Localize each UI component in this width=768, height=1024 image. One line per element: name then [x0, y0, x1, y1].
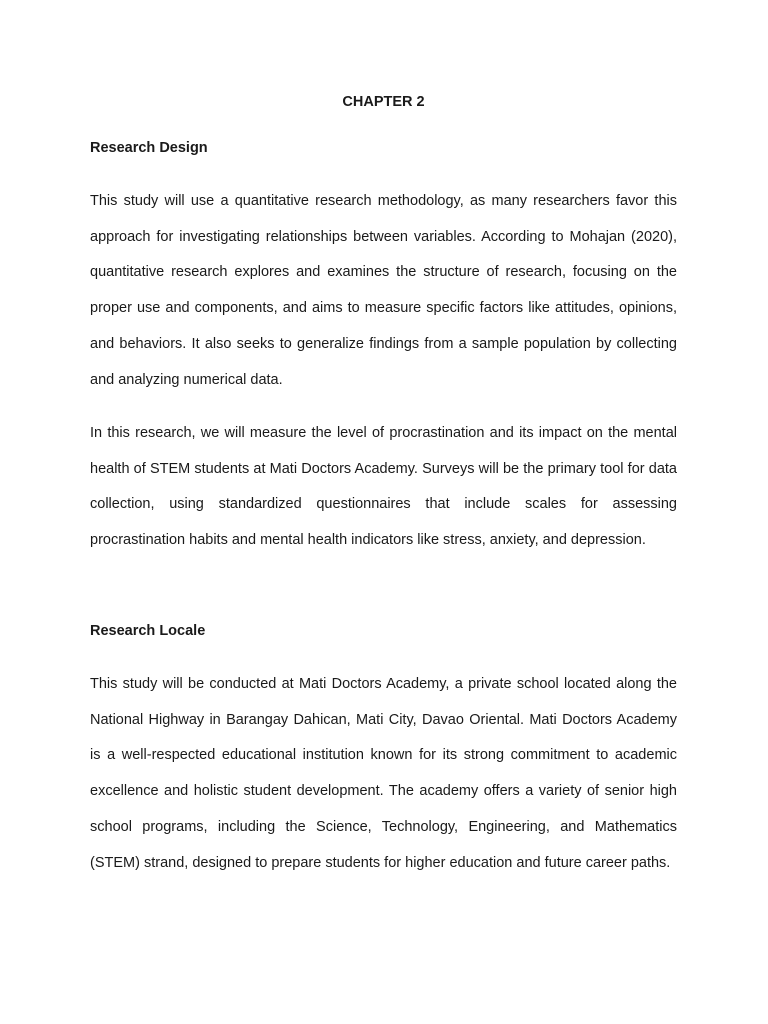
paragraph-research-design-2: In this research, we will measure the level of procrastination and its impact on the mental health of STEM students at Mati Doctors Academy. Surveys will be the primary tool for data collection, using standardized questionnaires that include scales for assessing procrastination habits and mental health indicators like stress, anxiety, and depression.	[90, 425, 677, 549]
paragraph-research-design-1: This study will use a quantitative research methodology, as many researchers favor this approach for investigating relationships between variables. According to Mohajan (2020), quantitative research explores and examines the structure of research, focusing on the proper use and components, and aims to measure specific factors like attitudes, opinions, and behaviors. It also seeks to generalize findings from a sample population by collecting and analyzing numerical data.	[90, 193, 677, 388]
paragraph-research-locale-1: This study will be conducted at Mati Doctors Academy, a private school located along the National Highway in Barangay Dahican, Mati City, Davao Oriental. Mati Doctors Academy is a well-respected educational institution known for its strong commitment to academic excellence and holistic student development. The academy offers a variety of senior high school programs, including the Science, Technology, Engineering, and Mathematics (STEM) strand, designed to prepare students for higher education and future career paths.	[90, 676, 677, 871]
section-heading-research-locale: Research Locale	[90, 623, 206, 639]
section-heading-research-design: Research Design	[90, 140, 208, 156]
chapter-title: CHAPTER 2	[342, 94, 425, 110]
